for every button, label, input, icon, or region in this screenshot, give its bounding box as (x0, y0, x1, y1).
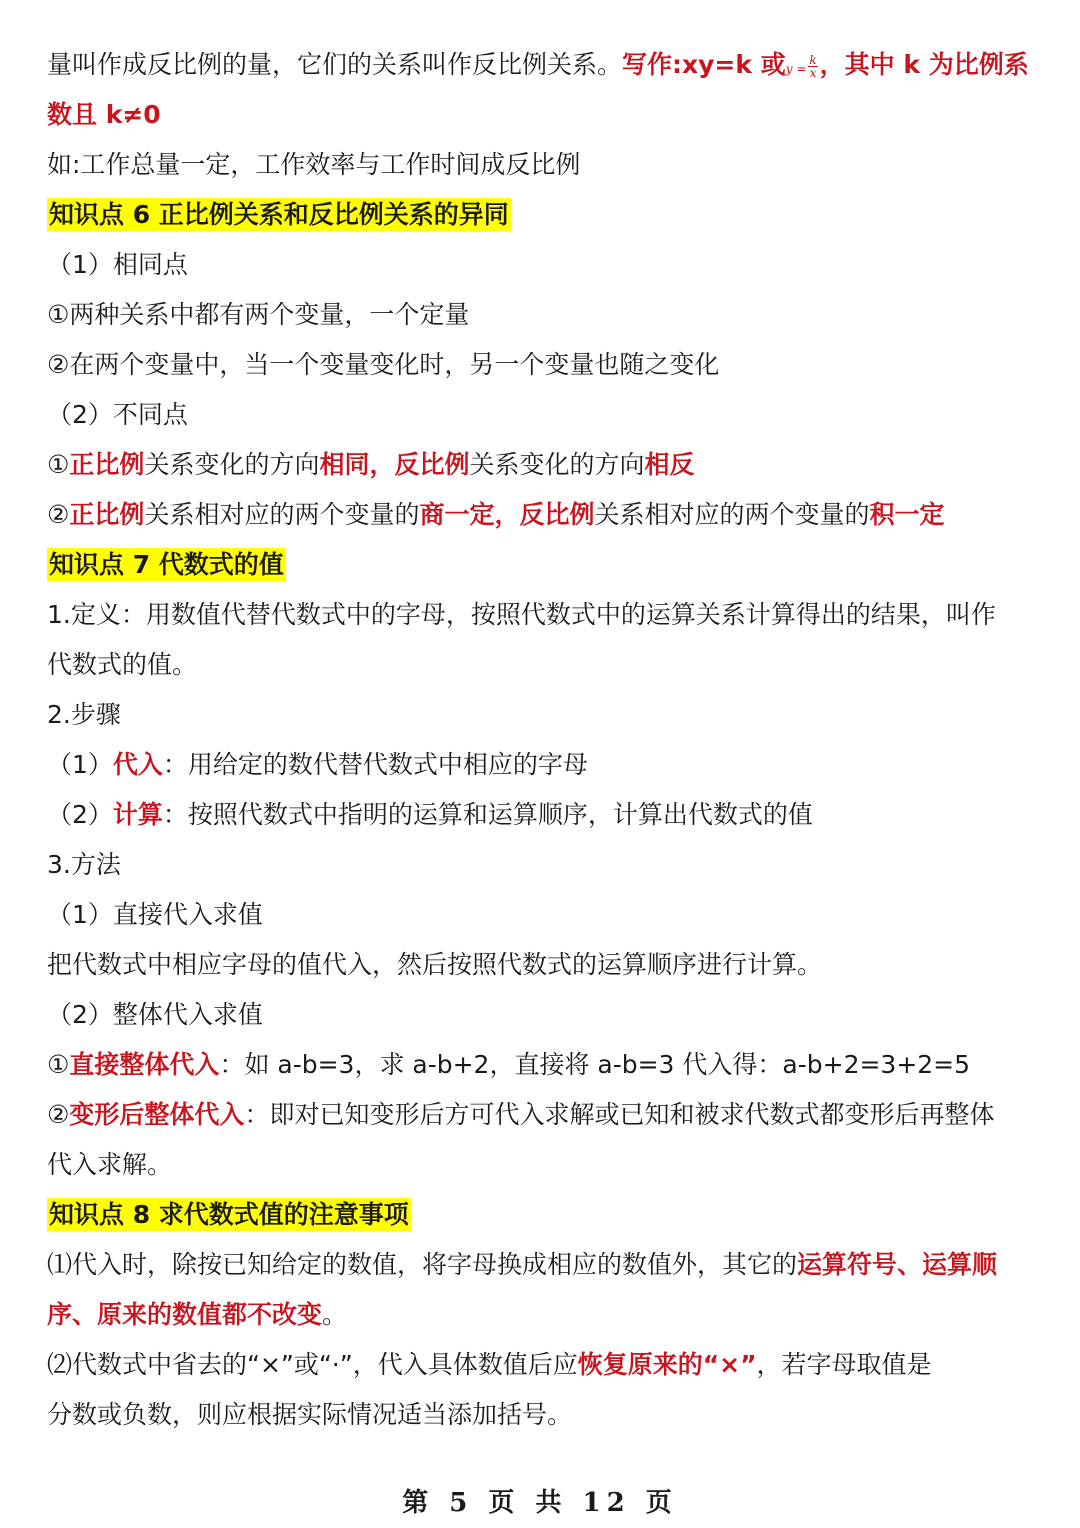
paragraph-line (47, 40, 1037, 90)
highlight-text: 写作:xy=k 或 (622, 50, 786, 79)
text-run: （1）相同点 (47, 250, 188, 279)
heading-text: 知识点 6 正比例关系和反比例关系的异同 (49, 200, 509, 229)
highlight-text: 直接整体代入 (69, 1050, 220, 1079)
text-run: （2）整体代入求值 (47, 1000, 263, 1029)
text-run: ①两种关系中都有两个变量，一个定量 (47, 300, 470, 329)
paragraph-line (47, 790, 1037, 840)
paragraph-line (47, 390, 1037, 440)
highlight-text: 数且 k≠0 (47, 100, 161, 129)
section-heading (47, 540, 1037, 590)
text-run: ② (47, 500, 70, 529)
text-run: 把代数式中相应字母的值代入，然后按照代数式的运算顺序进行计算。 (47, 950, 823, 979)
document-body (47, 40, 1037, 1440)
paragraph-line (47, 1090, 1037, 1140)
paragraph-line (47, 940, 1037, 990)
paragraph-line (47, 1040, 1037, 1090)
text-run: ⑵代数式中省去的“×”或“·”，代入具体数值后应 (47, 1350, 578, 1379)
paragraph-line (47, 440, 1037, 490)
paragraph-line (47, 840, 1037, 890)
highlight-text: 正比例 (69, 500, 145, 529)
text-run: 2.步骤 (47, 700, 121, 729)
paragraph-line (47, 590, 1037, 640)
section-heading (47, 190, 1037, 240)
text-run: 关系相对应的两个变量的 (144, 500, 420, 529)
paragraph-line (47, 1390, 1037, 1440)
paragraph-line (47, 890, 1037, 940)
text-run: ②在两个变量中，当一个变量变化时，另一个变量也随之变化 (47, 350, 720, 379)
text-run: ：用给定的数代替代数式中相应的字母 (162, 750, 588, 779)
text-run: ：即对已知变形后方可代入求解或已知和被求代数式都变形后再整体 (244, 1100, 995, 1129)
fraction-numerator: k (809, 52, 817, 67)
highlight-text: 计算 (112, 800, 163, 829)
highlight-text: 运算符号、运算顺 (797, 1250, 998, 1279)
text-run: 代数式的值。 (47, 650, 198, 679)
paragraph-line (47, 90, 1037, 140)
text-run: ① (47, 450, 70, 479)
text-run: 关系变化的方向 (144, 450, 320, 479)
paragraph-line (47, 1340, 1037, 1390)
paragraph-line (47, 1290, 1037, 1340)
highlight-text: 序、原来的数值都不改变 (47, 1300, 323, 1329)
paragraph-line (47, 1240, 1037, 1290)
text-run: 如:工作总量一定，工作效率与工作时间成反比例 (47, 150, 581, 179)
highlight-text: 相同 (319, 450, 370, 479)
fraction-denominator: x (809, 65, 817, 80)
text-run: 。 (322, 1300, 348, 1329)
text-run: （2） (47, 800, 113, 829)
paragraph-line (47, 140, 1037, 190)
paragraph-line (47, 240, 1037, 290)
text-run: 分数或负数，则应根据实际情况适当添加括号。 (47, 1400, 573, 1429)
highlight-text: 商一定 (419, 500, 495, 529)
highlight-text: ， (494, 500, 520, 529)
text-run: 3.方法 (47, 850, 121, 879)
heading-text: 知识点 8 求代数式值的注意事项 (49, 1200, 409, 1229)
highlight-text: 代入 (112, 750, 163, 779)
text-run: 量叫作成反比例的量，它们的关系叫作反比例关系。 (47, 50, 623, 79)
text-run: 1.定义：用数值代替代数式中的字母，按照代数式中的运算关系计算得出的结果，叫作 (47, 600, 996, 629)
text-run: ① (47, 1050, 70, 1079)
heading-text: 知识点 7 代数式的值 (49, 550, 284, 579)
text-run: ，若字母取值是 (756, 1350, 932, 1379)
paragraph-line (47, 340, 1037, 390)
text-run: 代入求解。 (47, 1150, 173, 1179)
highlight-text: 积一定 (869, 500, 945, 529)
text-run: （1）直接代入求值 (47, 900, 263, 929)
highlight-text: 正比例 (69, 450, 145, 479)
highlight-text: 变形后整体代入 (69, 1100, 245, 1129)
text-run: ② (47, 1100, 70, 1129)
formula-text: y = (785, 62, 807, 76)
highlight-text: 恢复原来的“×” (577, 1350, 757, 1379)
paragraph-line (47, 490, 1037, 540)
paragraph-line (47, 1140, 1037, 1190)
paragraph-line (47, 640, 1037, 690)
section-heading (47, 1190, 1037, 1240)
text-run: ：按照代数式中指明的运算和运算顺序，计算出代数式的值 (162, 800, 813, 829)
paragraph-line (47, 740, 1037, 790)
text-run: ：如 a-b=3，求 a-b+2，直接将 a-b=3 代入得：a-b+2=3+2=5 (219, 1050, 971, 1079)
highlight-text: ， (369, 450, 395, 479)
text-run: （2）不同点 (47, 400, 188, 429)
text-run: 关系相对应的两个变量的 (594, 500, 870, 529)
paragraph-line (47, 990, 1037, 1040)
text-run: （1） (47, 750, 113, 779)
highlight-text: 相反 (644, 450, 695, 479)
paragraph-line (47, 290, 1037, 340)
fraction-formula (808, 54, 817, 79)
page-footer: 第 5 页 共 12 页 (402, 1488, 678, 1518)
highlight-text: 反比例 (394, 450, 470, 479)
paragraph-line (47, 690, 1037, 740)
highlight-text: 反比例 (519, 500, 595, 529)
text-run: 关系变化的方向 (469, 450, 645, 479)
text-run: ⑴代入时，除按已知给定的数值，将字母换成相应的数值外，其它的 (47, 1250, 798, 1279)
highlight-text: ，其中 k 为比例系 (819, 50, 1029, 79)
